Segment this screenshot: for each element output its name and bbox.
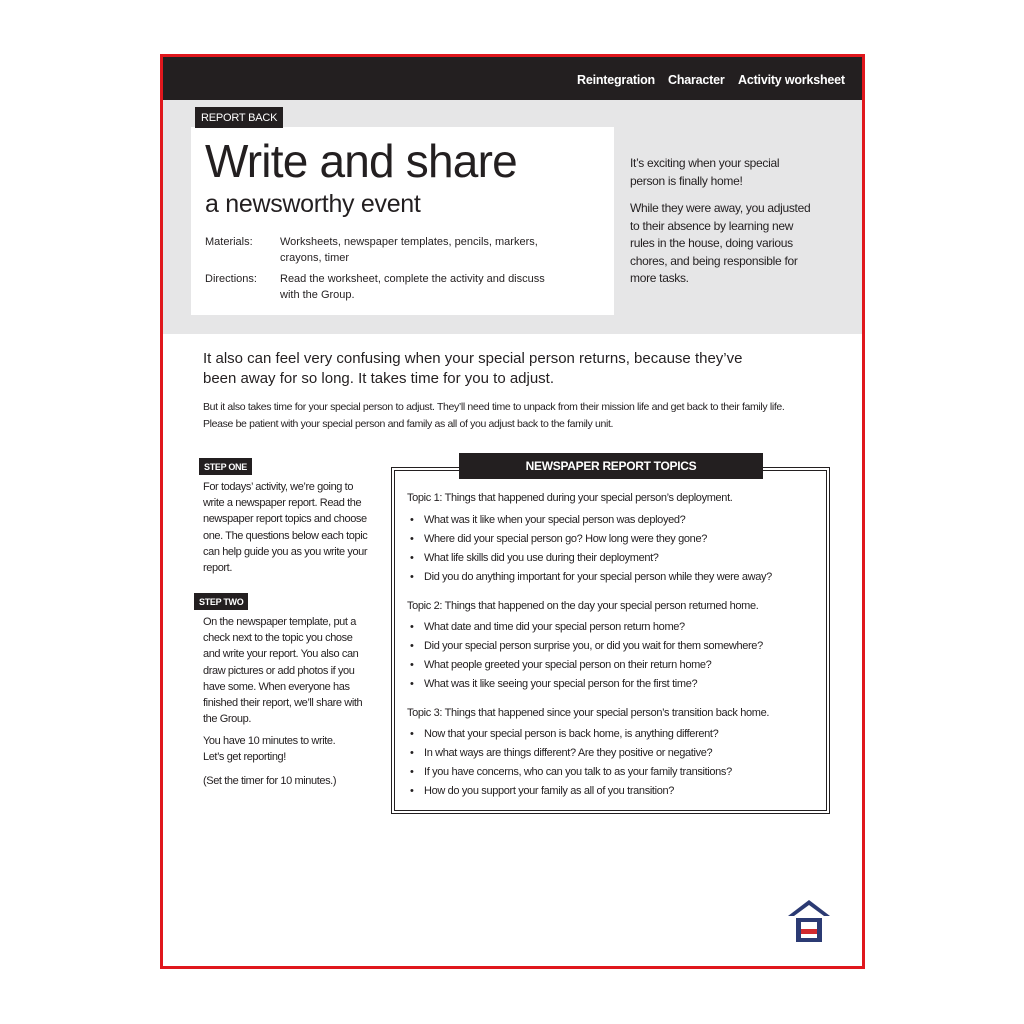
topic-2-question: • Did your special person surprise you, or did you wait for them somewhere? bbox=[410, 640, 763, 652]
step-two-timer-note: (Set the timer for 10 minutes.) bbox=[203, 775, 337, 787]
topic-2-question: • What date and time did your special person return home? bbox=[410, 621, 685, 633]
materials-value: Worksheets, newspaper templates, pencils, markers, crayons, timer bbox=[280, 236, 538, 264]
question-text: What life skills did you use during their deployment? bbox=[424, 552, 659, 564]
directions-value: Read the worksheet, complete the activity and discuss with the Group. bbox=[280, 273, 545, 301]
topic-3-question: • Now that your special person is back home, is anything different? bbox=[410, 728, 719, 740]
topic-2-title: Topic 2: Things that happened on the day your special person returned home. bbox=[407, 600, 759, 612]
topic-1-question: • What was it like when your special person was deployed? bbox=[410, 514, 686, 526]
question-text: Did your special person surprise you, or did you wait for them somewhere? bbox=[424, 640, 763, 652]
intro-paragraph-1: It’s exciting when your special person is finally home! bbox=[630, 156, 780, 188]
nav-link-reintegration[interactable]: Reintegration bbox=[577, 73, 655, 87]
topic-1-title: Topic 1: Things that happened during your special person’s deployment. bbox=[407, 492, 733, 504]
body-paragraph: But it also takes time for your special person to adjust. They’ll need time to unpack from their mission life and get back to their family life. Please be patient with your special person and family as all of you adjust back to the family unit. bbox=[203, 401, 785, 430]
question-text: What was it like seeing your special person for the first time? bbox=[424, 678, 698, 690]
lead-paragraph: It also can feel very confusing when your special person returns, because they’ve been away for so long. It takes time for you to adjust. bbox=[203, 350, 743, 387]
step-one-tag: STEP ONE bbox=[199, 458, 252, 475]
worksheet-page bbox=[160, 54, 865, 969]
step-two-text: On the newspaper template, put a check next to the topic you chose and write your report. You also can draw pictures or add photos if you have some. When everyone has finished their report, we’ll share with the Group. bbox=[203, 616, 363, 726]
report-back-tag: REPORT BACK bbox=[195, 107, 283, 128]
topic-2-question: • What was it like seeing your special person for the first time? bbox=[410, 678, 698, 690]
top-navigation-bar bbox=[163, 57, 862, 100]
house-logo-icon bbox=[784, 894, 834, 944]
topic-1-question: • What life skills did you use during their deployment? bbox=[410, 552, 659, 564]
topic-3-question: • In what ways are things different? Are they positive or negative? bbox=[410, 747, 713, 759]
topic-1-question: • Where did your special person go? How long were they gone? bbox=[410, 533, 707, 545]
question-text: If you have concerns, who can you talk to as your family transitions? bbox=[424, 766, 732, 778]
intro-paragraph-2: While they were away, you adjusted to their absence by learning new rules in the house, doing various chores, and being responsible for more tasks. bbox=[630, 201, 811, 285]
topic-3-question: • If you have concerns, who can you talk to as your family transitions? bbox=[410, 766, 732, 778]
question-text: What date and time did your special person return home? bbox=[424, 621, 685, 633]
question-text: In what ways are things different? Are they positive or negative? bbox=[424, 747, 713, 759]
question-text: What was it like when your special person was deployed? bbox=[424, 514, 686, 526]
nav-link-activity-worksheet[interactable]: Activity worksheet bbox=[738, 73, 845, 87]
topic-3-title: Topic 3: Things that happened since your special person’s transition back home. bbox=[407, 707, 770, 719]
question-text: How do you support your family as all of you transition? bbox=[424, 785, 675, 797]
step-two-time-note: You have 10 minutes to write. Let’s get reporting! bbox=[203, 735, 336, 764]
page-subtitle: a newsworthy event bbox=[205, 190, 421, 218]
question-text: Now that your special person is back home, is anything different? bbox=[424, 728, 719, 740]
question-text: What people greeted your special person on their return home? bbox=[424, 659, 712, 671]
step-two-tag: STEP TWO bbox=[194, 593, 248, 610]
page-title: Write and share bbox=[205, 135, 517, 187]
topics-heading: NEWSPAPER REPORT TOPICS bbox=[459, 453, 763, 479]
materials-label: Materials: bbox=[205, 236, 253, 248]
topic-3-question: • How do you support your family as all of you transition? bbox=[410, 785, 675, 797]
directions-label: Directions: bbox=[205, 273, 257, 285]
question-text: Where did your special person go? How long were they gone? bbox=[424, 533, 707, 545]
nav-link-character[interactable]: Character bbox=[668, 73, 725, 87]
topic-1-question: • Did you do anything important for your special person while they were away? bbox=[410, 571, 772, 583]
question-text: Did you do anything important for your special person while they were away? bbox=[424, 571, 772, 583]
step-one-text: For todays’ activity, we’re going to write a newspaper report. Read the newspaper report topics and choose one. The questions below each topic can help guide you as you write your report. bbox=[203, 481, 368, 575]
topic-2-question: • What people greeted your special person on their return home? bbox=[410, 659, 712, 671]
